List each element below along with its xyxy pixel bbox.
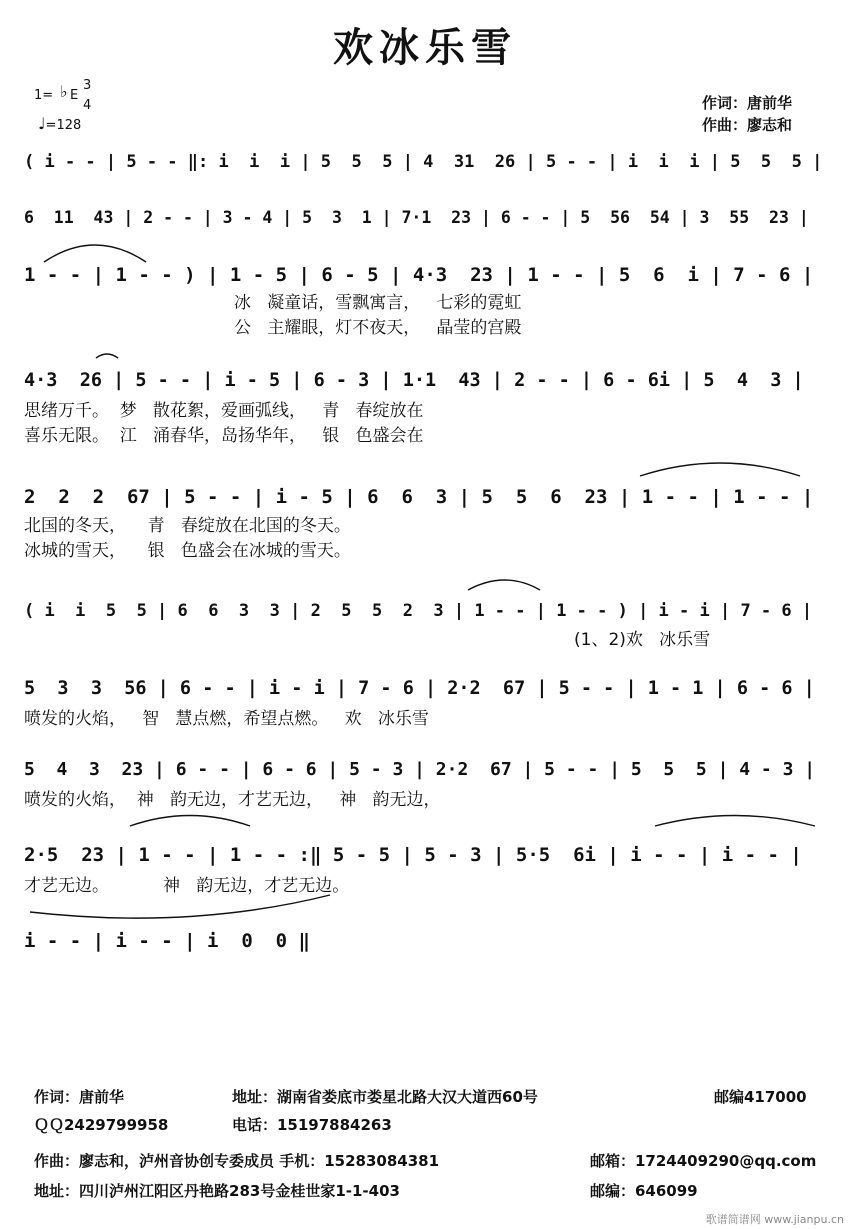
score-row	[24, 670, 824, 729]
lyric-verse-1: 思绪万千。 梦 散花絮，爱画弧线， 青 春绽放在	[24, 401, 424, 421]
lyric-chorus: 才艺无边。 神 韵无边，才艺无边。	[24, 876, 350, 896]
footer-email: 邮箱：1724409290@qq.com	[590, 1152, 817, 1170]
lyricist-credit: 作词：唐前华	[702, 94, 793, 112]
tie-slur	[30, 895, 330, 918]
tempo-mark	[38, 114, 81, 133]
notation-line: 5 3 3 56 | 6 - - | i - i | 7 - 6 | 2·2 67 | 5 - - | 1 - 1 | 6 - 6 |	[24, 678, 815, 699]
lyric-verse-1: 北国的冬天， 青 春绽放在北国的冬天。	[24, 516, 351, 536]
notation-line: 4·3 26 | 5 - - | i - 5 | 6 - 3 | 1·1 43 | 2 - - | 6 - 6i | 5 4 3 |	[24, 370, 804, 391]
notation-line: 2·5 23 | 1 - - | 1 - - :‖ 5 - 5 | 5 - 3 | 5·5 6i | i - - | i - - |	[24, 844, 802, 866]
notation-line: 6 11 43 | 2 - - | 3 - 4 | 5 3 1 | 7·1 23 | 6 - - | 5 56 54 | 3 55 23 |	[24, 208, 809, 227]
footer-lyricist: 作词：唐前华	[34, 1088, 125, 1106]
tie-slur	[130, 816, 250, 827]
score-row	[24, 922, 824, 960]
footer-address-sichuan: 地址：四川泸州江阳区丹艳路283号金桂世家1-1-403	[34, 1182, 400, 1200]
tie-slur	[655, 816, 815, 827]
score-row	[24, 478, 824, 561]
footer-phone: 电话：15197884263	[232, 1116, 392, 1134]
song-title: 欢冰乐雪	[333, 25, 517, 71]
time-signature-bottom: 4	[83, 98, 92, 113]
lyric-verse-2: 喜乐无限。 江 涌春华，岛扬华年， 银 色盛会在	[24, 426, 424, 446]
footer-postcode-sichuan: 邮编：646099	[590, 1182, 698, 1200]
tie-slur	[96, 354, 118, 358]
flat-sign: ♭	[60, 82, 68, 101]
lyric-verse-1: 冰 凝童话，雪飘寓言， 七彩的霓虹	[234, 293, 522, 313]
key-letter: E	[70, 88, 79, 103]
score-row	[24, 199, 824, 237]
tie-slur	[640, 463, 800, 476]
lyric-verse-2: 冰城的雪天， 银 色盛会在冰城的雪天。	[24, 541, 351, 561]
score-row	[24, 362, 824, 446]
score-row	[24, 592, 824, 650]
lyric-chorus: 喷发的火焰， 神 韵无边，才艺无边， 神 韵无边，	[24, 790, 441, 810]
notation-line: ( i - - | 5 - - ‖: i i i | 5 5 5 | 4 31 26 | 5 - - | i i i | 5 5 5 |	[24, 152, 823, 172]
time-signature-top: 3	[83, 78, 92, 93]
score-row	[24, 836, 824, 896]
notation-line: 5 4 3 23 | 6 - - | 6 - 6 | 5 - 3 | 2·2 67 | 5 - - | 5 5 5 | 4 - 3 |	[24, 759, 816, 780]
notation-line: 2 2 2 67 | 5 - - | i - 5 | 6 6 3 | 5 5 6 23 | 1 - - | 1 - - |	[24, 486, 814, 508]
lyric-chorus: 喷发的火焰， 智 慧点燃，希望点燃。 欢 冰乐雪	[24, 709, 429, 729]
notation-line: ( i i 5 5 | 6 6 3 3 | 2 5 5 2 3 | 1 - - | 1 - - ) | i - i | 7 - 6 |	[24, 601, 813, 621]
key-one-eq: 1=	[34, 88, 54, 103]
notation-line: i - - | i - - | i 0 0 ‖	[24, 930, 310, 952]
footer-composer: 作曲：廖志和，泸州音协创专委成员 手机：15283084381	[34, 1152, 440, 1170]
lyric-verse-2: 公 主耀眼，灯不夜天， 晶莹的宫殿	[234, 318, 522, 338]
composer-credit: 作曲：廖志和	[702, 116, 793, 134]
lyric-chorus: (1、2)欢 冰乐雪	[574, 630, 711, 650]
score-row	[24, 256, 824, 338]
score-row	[24, 751, 824, 810]
footer-postcode-hunan: 邮编417000	[714, 1088, 807, 1106]
footer-qq: ＱＱ2429799958	[34, 1116, 169, 1134]
footer-address-hunan: 地址：湖南省娄底市娄星北路大汉大道西60号	[232, 1088, 538, 1106]
tie-slur	[468, 580, 540, 590]
tempo-value: =128	[45, 118, 82, 133]
notation-line: 1 - - | 1 - - ) | 1 - 5 | 6 - 5 | 4·3 23 | 1 - - | 5 6 i | 7 - 6 |	[24, 264, 814, 286]
quarter-note-icon: ♩	[38, 114, 46, 133]
score-row	[24, 143, 824, 181]
site-watermark: 歌谱简谱网 www.jianpu.cn	[705, 1213, 844, 1226]
